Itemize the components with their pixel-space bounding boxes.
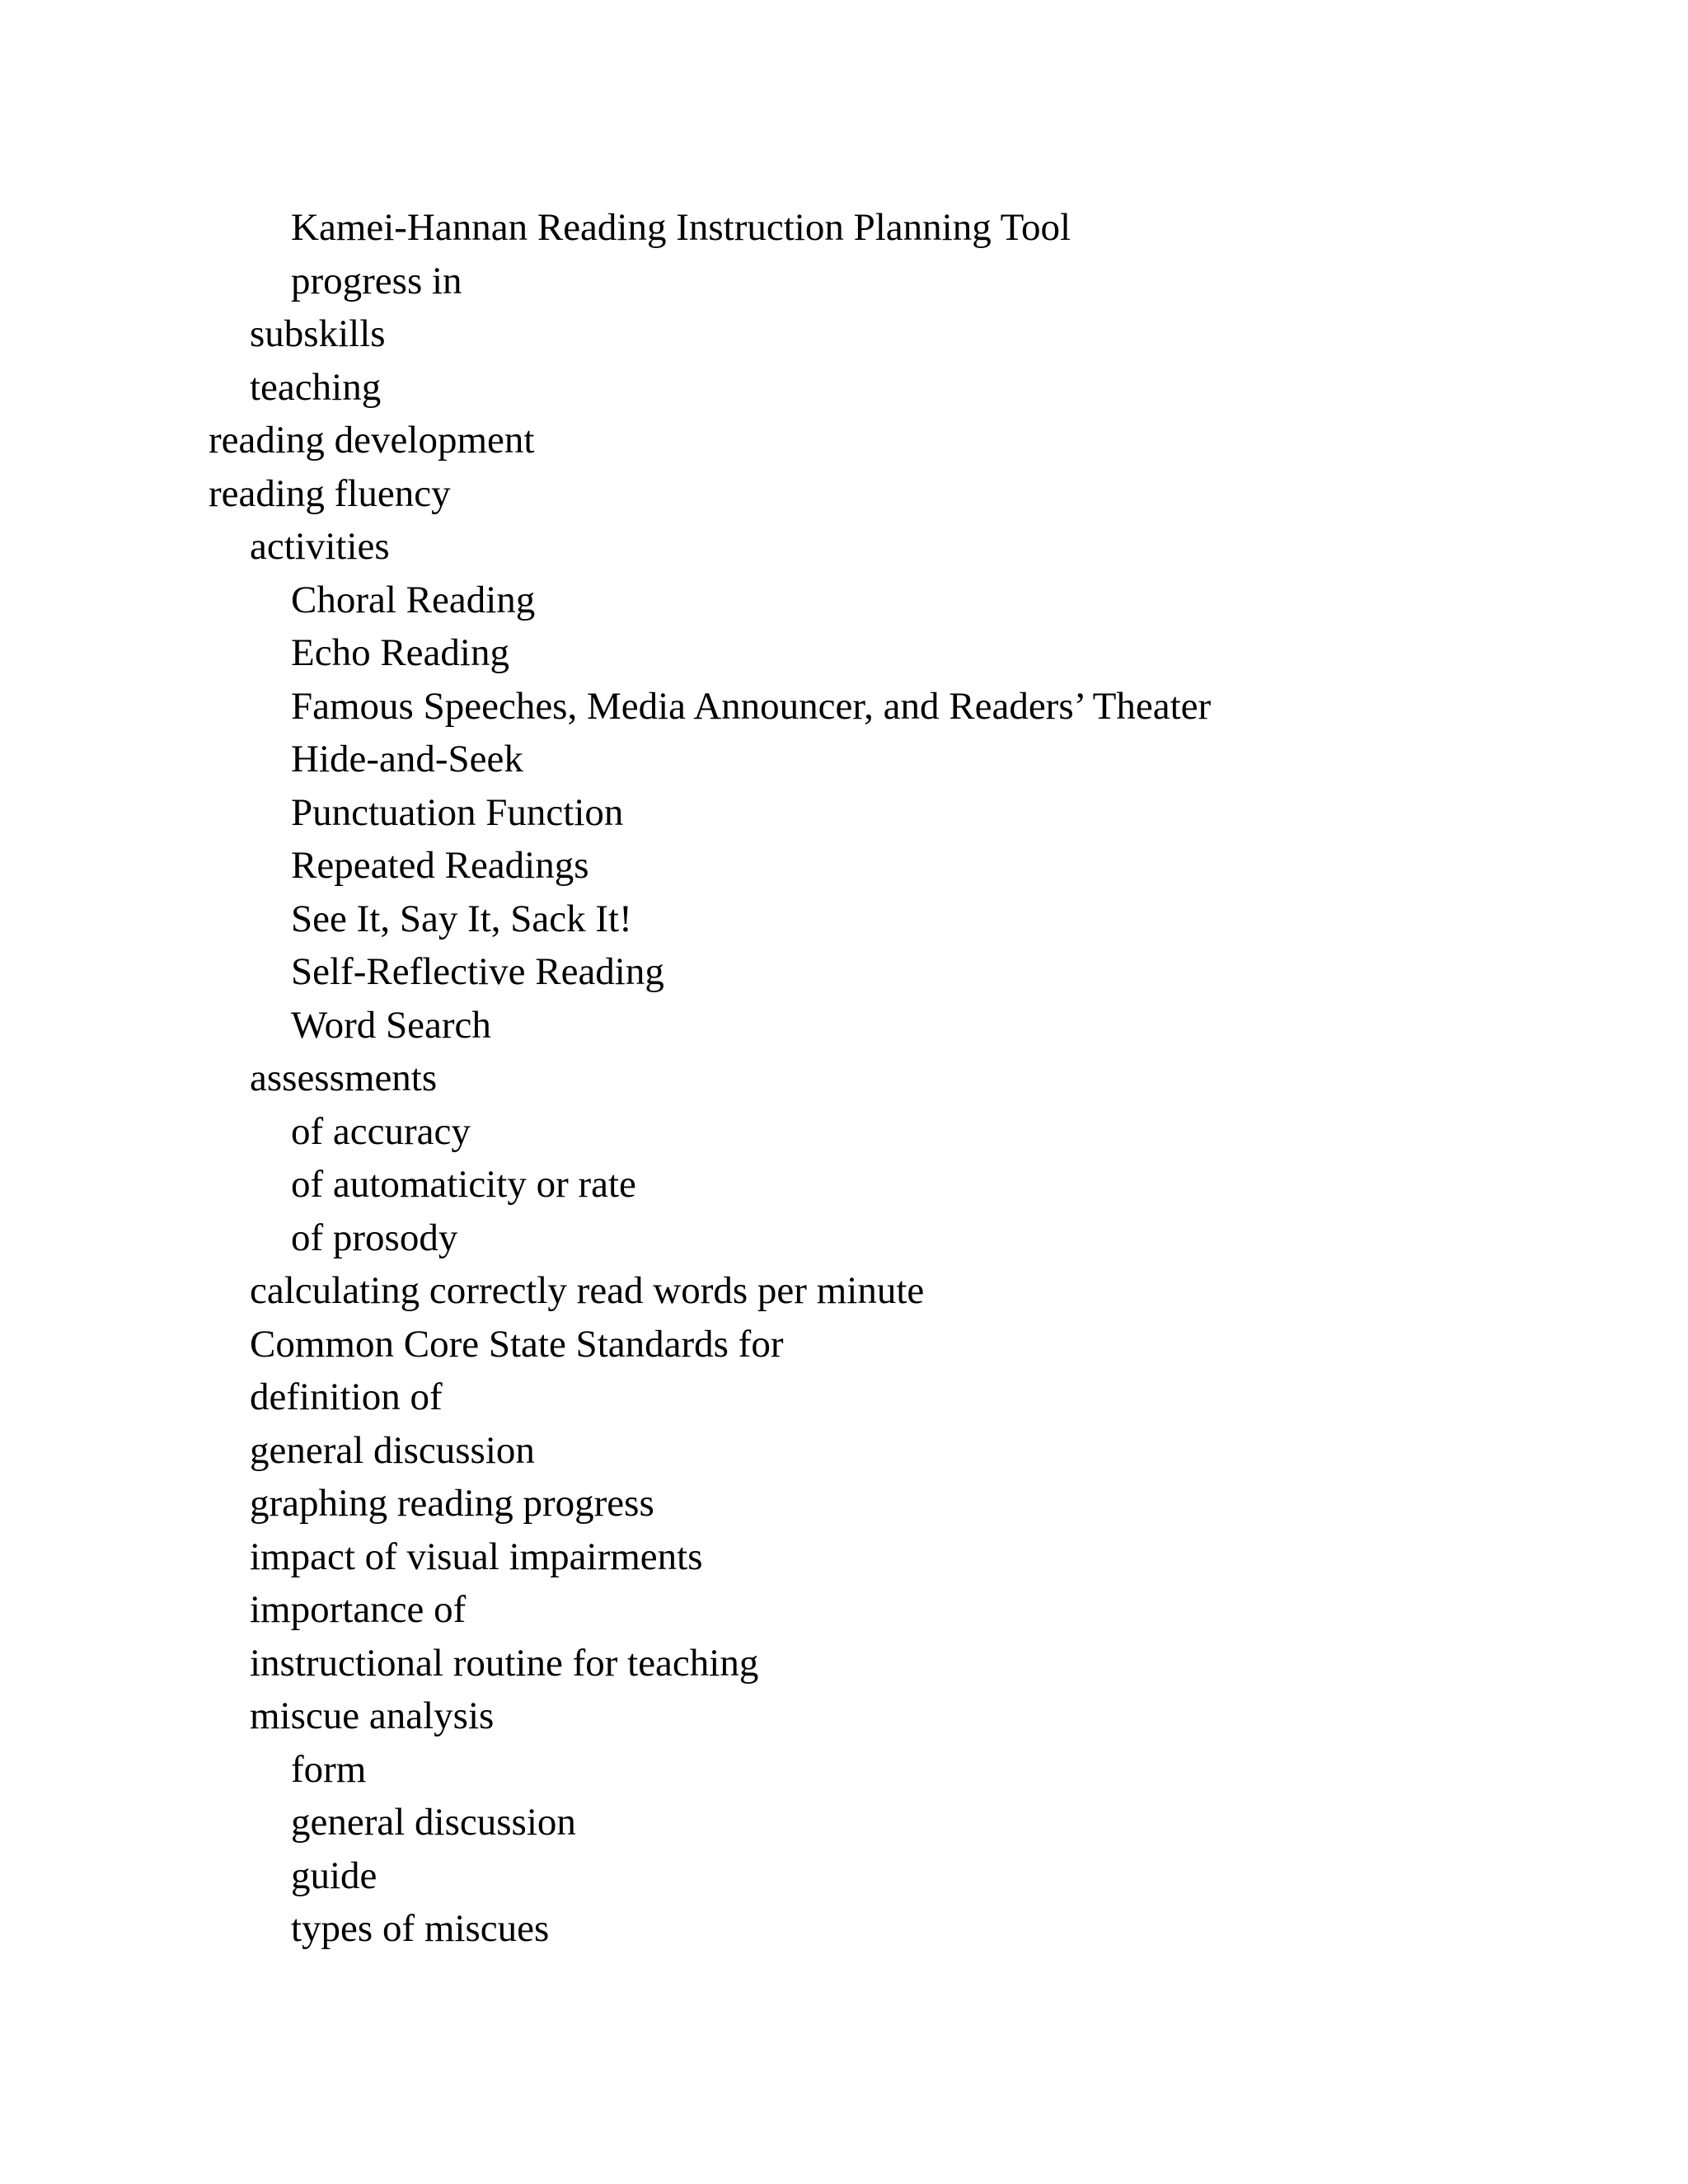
index-entry: importance of [250, 1588, 467, 1631]
index-entry: Famous Speeches, Media Announcer, and Readers’ Theater [291, 684, 1212, 728]
index-entry: general discussion [250, 1428, 535, 1472]
index-entry: Common Core State Standards for [250, 1322, 784, 1366]
index-entry: Repeated Readings [291, 844, 589, 887]
index-entry: form [291, 1747, 367, 1791]
index-entry: types of miscues [291, 1907, 550, 1950]
index-entry: Punctuation Function [291, 790, 624, 834]
index-entry: impact of visual impairments [250, 1535, 703, 1578]
index-entry: of automaticity or rate [291, 1163, 636, 1206]
index-entry: teaching [250, 365, 382, 409]
index-entry: progress in [291, 259, 462, 302]
index-entry: of accuracy [291, 1109, 471, 1153]
index-entry: Choral Reading [291, 578, 536, 621]
index-entry: instructional routine for teaching [250, 1641, 759, 1685]
index-entry: Hide-and-Seek [291, 738, 523, 780]
index-entry: miscue analysis [250, 1694, 495, 1737]
index-entry: Echo Reading [291, 631, 509, 674]
index-entry: graphing reading progress [250, 1482, 654, 1525]
index-list [209, 201, 1211, 1956]
index-entry: activities [250, 525, 390, 568]
index-entry: reading development [209, 419, 535, 462]
index-entry: Kamei-Hannan Reading Instruction Planning Tool [291, 206, 1071, 249]
index-entry: definition of [250, 1376, 443, 1418]
index-entry: Word Search [291, 1003, 491, 1047]
index-entry: See It, Say It, Sack It! [291, 897, 632, 940]
index-entry: guide [291, 1854, 377, 1897]
index-entry: calculating correctly read words per minute [250, 1269, 925, 1312]
index-entry: general discussion [291, 1801, 576, 1844]
index-entry: of prosody [291, 1216, 458, 1259]
index-entry: Self-Reflective Reading [291, 950, 664, 993]
index-entry: reading fluency [209, 471, 451, 515]
index-entry: assessments [250, 1057, 438, 1099]
index-entry: subskills [250, 312, 386, 355]
